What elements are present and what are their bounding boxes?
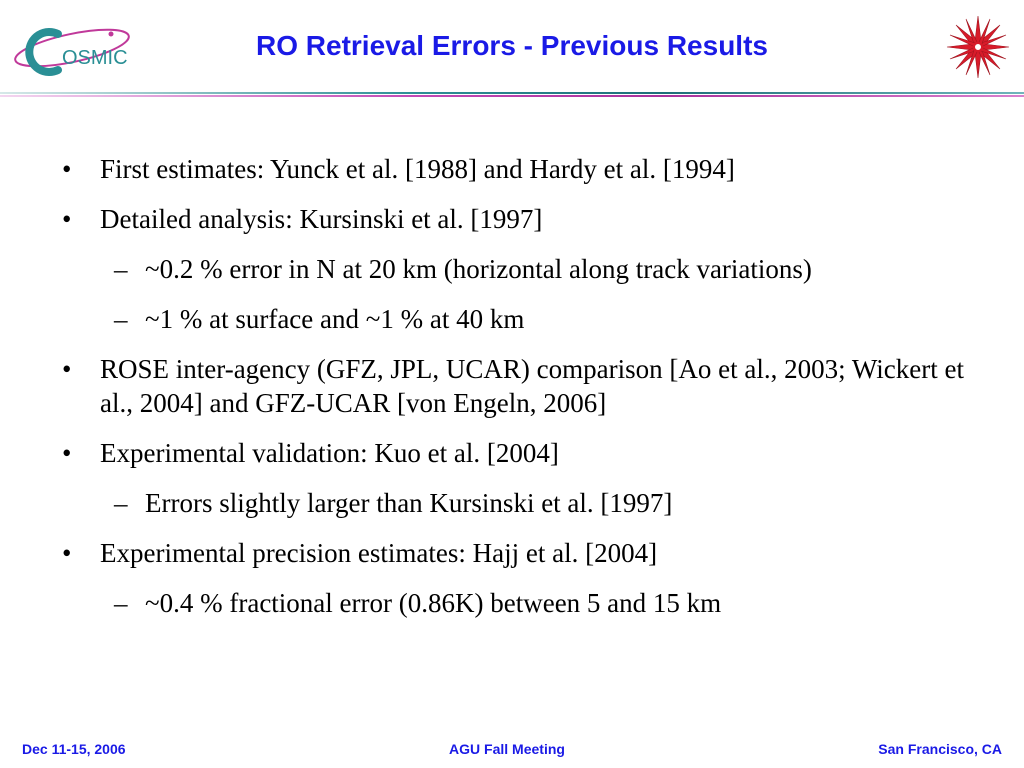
bullet-item bbox=[0, 202, 990, 236]
bullet-item bbox=[0, 152, 990, 186]
bullet-text: First estimates: Yunck et al. [1988] and Hardy et al. [1994] bbox=[100, 154, 735, 184]
sub-bullet-text: ~0.2 % error in N at 20 km (horizontal along track variations) bbox=[145, 254, 812, 284]
svg-text:OSMIC: OSMIC bbox=[62, 47, 128, 69]
bullet-marker: • bbox=[62, 154, 72, 184]
footer-location: San Francisco, CA bbox=[878, 741, 1002, 757]
sub-bullet-marker: – bbox=[114, 588, 128, 618]
bullet-text: Experimental precision estimates: Hajj et al. [2004] bbox=[100, 538, 658, 568]
bullet-marker: • bbox=[62, 354, 72, 384]
bullet-marker: • bbox=[62, 538, 72, 568]
sub-bullet-marker: – bbox=[114, 488, 128, 518]
bullet-marker: • bbox=[62, 204, 72, 234]
sub-bullet-marker: – bbox=[114, 254, 128, 284]
sub-bullet-item bbox=[0, 302, 1005, 336]
bullet-item bbox=[0, 536, 990, 570]
slide-body bbox=[0, 152, 1024, 620]
sub-bullet-item bbox=[0, 586, 1005, 620]
footer-event: AGU Fall Meeting bbox=[449, 741, 565, 757]
bullet-text: ROSE inter-agency (GFZ, JPL, UCAR) comparison [Ao et al., 2003; Wickert et al., 2004] and GFZ-UCAR [von Engeln, 2006] bbox=[100, 354, 964, 418]
bullet-text: Detailed analysis: Kursinski et al. [1997] bbox=[100, 204, 543, 234]
sub-bullet-marker: – bbox=[114, 304, 128, 334]
bullet-item bbox=[0, 352, 990, 420]
sub-bullet-text: Errors slightly larger than Kursinski et al. [1997] bbox=[145, 488, 673, 518]
divider-band-teal bbox=[0, 92, 1024, 94]
sub-bullet-item bbox=[0, 252, 1005, 286]
bullet-text: Experimental validation: Kuo et al. [2004] bbox=[100, 438, 559, 468]
bullet-item bbox=[0, 436, 990, 470]
sub-bullet-item bbox=[0, 486, 1005, 520]
slide-title: RO Retrieval Errors - Previous Results bbox=[256, 30, 768, 61]
bullet-marker: • bbox=[62, 438, 72, 468]
star-logo bbox=[940, 14, 1016, 80]
divider-band-magenta bbox=[0, 95, 1024, 97]
sub-bullet-text: ~0.4 % fractional error (0.86K) between 5 and 15 km bbox=[145, 588, 722, 618]
title-divider bbox=[0, 92, 1024, 98]
sub-bullet-text: ~1 % at surface and ~1 % at 40 km bbox=[145, 304, 525, 334]
footer-date: Dec 11-15, 2006 bbox=[22, 741, 126, 757]
